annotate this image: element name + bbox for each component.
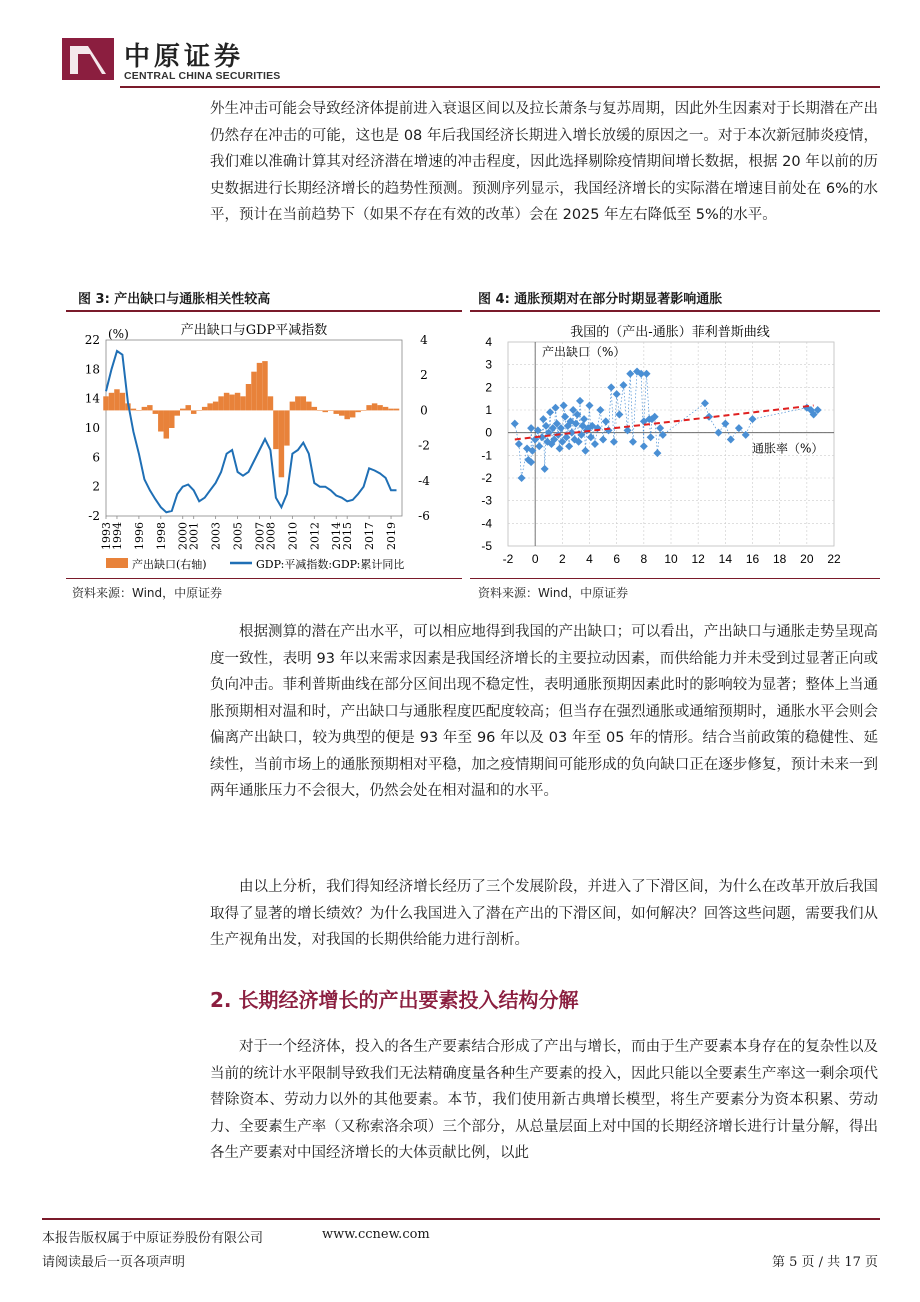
output-gap-bar: [372, 403, 377, 410]
scatter-point: [715, 429, 723, 437]
scatter-point: [647, 433, 655, 441]
y-tick-label: -2: [481, 471, 492, 485]
y-axis-label: 产出缺口（%）: [542, 345, 626, 359]
output-gap-bar: [295, 396, 300, 410]
section-heading: 2. 长期经济增长的产出要素投入结构分解: [210, 988, 579, 1012]
x-tick-label: 2017: [363, 522, 377, 550]
output-gap-bar: [196, 410, 201, 411]
x-tick-label: 12: [691, 552, 705, 566]
left-tick-label: 2: [92, 479, 100, 494]
x-tick-label: -2: [502, 552, 514, 566]
footer-notice: 请阅读最后一页各项声明: [42, 1255, 186, 1270]
logo-english-name: CENTRAL CHINA SECURITIES: [124, 70, 281, 82]
logo-chinese-name: 中原证券: [124, 42, 245, 72]
scatter-point: [613, 390, 621, 398]
output-gap-bar: [323, 410, 328, 412]
x-tick-label: 2005: [231, 522, 245, 550]
right-tick-label: -6: [418, 509, 430, 523]
left-tick-label: 10: [84, 421, 100, 435]
y-tick-label: 4: [485, 335, 492, 349]
y-tick-label: -1: [481, 448, 492, 463]
x-tick-label: 1993: [100, 522, 113, 550]
scatter-point: [701, 399, 709, 407]
output-gap-bar: [169, 410, 174, 428]
figure-4-bottom-rule: [470, 578, 880, 579]
output-gap-bar: [388, 409, 393, 411]
paragraph-3: 由以上分析，我们得知经济增长经历了三个发展阶段，并进入了下滑区间，为什么在改革开放后我国取得了显著的增长绩效？为什么我国进入了潜在产出的下滑区间，如何解决？回答这些问题，需要我们从生产视角出发，对我国的长期供给能力进行剖析。: [210, 879, 878, 948]
legend-output-gap-label: 产出缺口(右轴): [132, 558, 207, 571]
chart-title: 我国的（产出-通胀）菲利普斯曲线: [570, 325, 770, 340]
scatter-point: [659, 431, 667, 439]
scatter-point: [602, 417, 610, 425]
scatter-point: [587, 433, 595, 441]
scatter-point: [721, 420, 729, 428]
output-gap-bar: [306, 402, 311, 411]
output-gap-bar: [147, 405, 152, 410]
x-tick-label: 14: [718, 552, 733, 566]
paragraph-1: 外生冲击可能会导致经济体提前进入衰退区间以及拉长萧条与复苏周期，因此外生因素对于长期潜在产出仍然存在冲击的可能，这也是 08 年后我国经济长期进入增长放缓的原因之一。对于本次新冠肺炎疫情，我们难以准确计算其对经济潜在增速的冲击程度，因此选择剔除疫情期间增长数据，根据 20 年以前的历史数据进行长期经济增长的趋势性预测。预测序列显示，我国经济增长的实际潜在增速目前处在 6%的水平，预计在当前趋势下（如果不存在有效的改革）会在 2025 年左右降低至 5%的水平。: [210, 101, 878, 223]
output-gap-bar: [207, 403, 212, 410]
header-divider: [120, 86, 880, 88]
output-gap-bar: [109, 393, 114, 411]
left-tick-label: 18: [84, 362, 100, 377]
footer-divider: [42, 1218, 880, 1220]
x-tick-label: 4: [586, 552, 593, 566]
legend-output-gap-swatch: [106, 558, 128, 568]
scatter-point: [591, 440, 599, 448]
output-gap-bar: [246, 384, 251, 410]
output-gap-bar: [355, 410, 360, 412]
output-gap-bar: [339, 410, 344, 415]
paragraph-2: 根据测算的潜在产出水平，可以相应地得到我国的产出缺口；可以看出，产出缺口与通胀走势呈现高度一致性，表明 93 年以来需求因素是我国经济增长的主要拉动因素，而供给能力并未受到过显著正向或负向冲击。菲利普斯曲线在部分区间出现不稳定性，表明通胀预期因素此时的影响较为显著；整体上当通胀预期相对温和时，产出缺口与通胀程度匹配度较高；但当存在强烈通胀或通缩预期时，通胀水平会则会偏离产出缺口，较为典型的便是 93 年至 96 年以及 03 年至 05 年的情形。结合当前政策的稳健性、延续性，当前市场上的通胀预期相对平稳，加之疫情期间可能形成的负向缺口正在逐步修复，预计未来一到两年通胀压力不会很大，仍然会处在相对温和的水平。: [210, 624, 878, 799]
output-gap-bar: [224, 393, 229, 411]
output-gap-bar: [103, 396, 108, 410]
output-gap-bar: [153, 410, 158, 414]
scatter-point: [586, 401, 594, 409]
y-tick-label: -3: [481, 493, 492, 508]
x-tick-label: 1998: [154, 522, 168, 550]
right-tick-label: -2: [418, 438, 430, 453]
scatter-point: [518, 474, 526, 482]
scatter-point: [580, 415, 588, 423]
left-axis-unit: (%): [108, 327, 129, 341]
figure-4-source: 资料来源：Wind，中原证券: [478, 586, 629, 600]
y-tick-label: -4: [481, 516, 492, 531]
scatter-point: [605, 426, 613, 434]
scatter-point: [629, 438, 637, 446]
figure-3-bottom-rule: [66, 578, 462, 579]
output-gap-bar: [290, 402, 295, 411]
output-gap-bar: [202, 407, 207, 411]
output-gap-bar: [240, 396, 245, 410]
output-gap-bar: [142, 407, 147, 411]
scatter-point: [541, 465, 549, 473]
scatter-point: [535, 442, 543, 450]
scatter-point: [619, 381, 627, 389]
output-gap-bar: [257, 363, 262, 411]
output-gap-bar: [333, 410, 338, 414]
figure-3-title: 图 3: 产出缺口与通胀相关性较高: [78, 292, 271, 307]
output-gap-bar: [120, 393, 125, 411]
x-tick-label: 2019: [385, 522, 399, 550]
left-tick-label: 14: [84, 391, 100, 406]
x-tick-label: 1996: [132, 522, 146, 550]
output-gap-bar: [317, 410, 322, 411]
output-gap-bar: [251, 372, 256, 411]
x-tick-label: 0: [531, 552, 539, 566]
left-tick-label: 6: [92, 450, 100, 465]
scatter-point: [581, 447, 589, 455]
output-gap-bar: [175, 410, 180, 415]
output-gap-bar: [284, 410, 289, 445]
right-tick-label: -4: [418, 473, 430, 488]
paragraph-4: 对于一个经济体，投入的各生产要素结合形成了产出与增长，而由于生产要素本身存在的复杂性以及当前的统计水平限制导致我们无法精确度量各种生产要素的投入，因此只能以全要素生产率这一剩余项代替除资本、劳动力以外的其他要素。本节，我们使用新古典增长模型，将生产要素分为资本积累、劳动力、全要素生产率（又称索洛余项）三个部分，从总量层面上对中国的长期经济增长进行计量分解，得出各生产要素对中国经济增长的大体贡献比例，以此: [210, 1039, 878, 1161]
output-gap-bar: [218, 396, 223, 410]
scatter-point: [653, 449, 661, 457]
output-gap-bar: [191, 410, 196, 414]
x-axis-label: 通胀率（%）: [752, 441, 824, 456]
chart-title: 产出缺口与GDP平减指数: [180, 323, 328, 338]
x-tick-label: 2000: [176, 522, 190, 550]
left-tick-label: 22: [84, 333, 100, 347]
page-header: [0, 0, 920, 100]
scatter-point: [527, 424, 535, 432]
x-tick-label: 18: [772, 552, 787, 566]
y-tick-label: -5: [481, 539, 492, 553]
scatter-point: [552, 404, 560, 412]
figure-3-top-rule: [66, 310, 462, 312]
scatter-point: [511, 420, 519, 428]
scatter-point: [607, 383, 615, 391]
right-tick-label: 4: [420, 333, 428, 347]
footer-page-number: 第 5 页 / 共 17 页: [772, 1255, 878, 1270]
output-gap-bar: [262, 361, 267, 410]
scatter-point: [565, 442, 573, 450]
x-tick-label: 2015: [341, 522, 355, 550]
x-tick-label: 2003: [209, 522, 223, 550]
scatter-point: [626, 370, 634, 378]
x-tick-label: 2010: [286, 522, 300, 550]
y-tick-label: 1: [485, 403, 492, 417]
output-gap-bar: [268, 396, 273, 410]
right-tick-label: 2: [420, 368, 428, 383]
output-gap-deflator-chart: [66, 314, 466, 576]
x-tick-label: 2012: [308, 522, 322, 550]
scatter-point: [546, 408, 554, 416]
scatter-point: [596, 406, 604, 414]
x-tick-label: 2008: [264, 522, 278, 550]
output-gap-bar: [366, 405, 371, 410]
left-tick-label: -2: [88, 509, 100, 523]
output-gap-bar: [377, 405, 382, 410]
scatter-point: [656, 424, 664, 432]
output-gap-bar: [273, 410, 278, 449]
scatter-point: [539, 415, 547, 423]
output-gap-bar: [229, 395, 234, 411]
x-tick-label: 8: [640, 552, 648, 566]
scatter-point: [640, 442, 648, 450]
output-gap-bar: [301, 396, 306, 410]
figure-3-source: 资料来源：Wind，中原证券: [72, 586, 223, 600]
scatter-point: [742, 431, 750, 439]
output-gap-bar: [344, 410, 349, 419]
scatter-point: [727, 435, 735, 443]
output-gap-bar: [185, 405, 190, 410]
x-tick-label: 2001: [187, 522, 201, 550]
output-gap-bar: [136, 410, 141, 411]
phillips-curve-chart: [470, 314, 880, 576]
scatter-point: [515, 440, 523, 448]
output-gap-bar: [279, 410, 284, 477]
output-gap-bar: [235, 393, 240, 411]
figure-4-top-rule: [470, 310, 880, 312]
legend-deflator-label: GDP:平减指数:GDP:累计同比: [256, 558, 405, 571]
footer-website-link[interactable]: www.ccnew.com: [322, 1227, 430, 1242]
x-tick-label: 2014: [330, 522, 344, 550]
x-tick-label: 6: [613, 552, 621, 566]
x-tick-label: 22: [827, 552, 841, 566]
y-tick-label: 0: [485, 425, 492, 440]
x-tick-label: 2007: [253, 522, 267, 550]
x-tick-label: 16: [745, 552, 760, 566]
x-tick-label: 10: [664, 552, 678, 566]
output-gap-bar: [213, 402, 218, 411]
output-gap-bar: [180, 409, 185, 411]
y-tick-label: 3: [485, 357, 492, 372]
footer-copyright: 本报告版权属于中原证券股份有限公司: [42, 1231, 264, 1246]
output-gap-bar: [361, 410, 366, 411]
output-gap-bar: [158, 410, 163, 431]
x-tick-label: 2: [558, 552, 566, 566]
right-tick-label: 0: [420, 403, 428, 418]
output-gap-bar: [131, 409, 136, 411]
output-gap-bar: [394, 409, 399, 411]
x-tick-label: 1994: [110, 522, 124, 550]
output-gap-bar: [312, 407, 317, 411]
output-gap-bar: [114, 389, 119, 410]
y-tick-label: 2: [485, 380, 492, 395]
output-gap-bar: [164, 410, 169, 438]
output-gap-bar: [383, 407, 388, 411]
figure-4-title: 图 4: 通胀预期对在部分时期显著影响通胀: [478, 292, 723, 307]
scatter-point: [560, 401, 568, 409]
scatter-point: [749, 415, 757, 423]
output-gap-bar: [350, 410, 355, 417]
gdp-deflator-line: [106, 351, 397, 512]
x-tick-label: 20: [800, 552, 814, 566]
scatter-point: [599, 435, 607, 443]
company-logo-icon: [60, 36, 116, 82]
output-gap-bar: [328, 410, 333, 411]
scatter-point: [576, 397, 584, 405]
